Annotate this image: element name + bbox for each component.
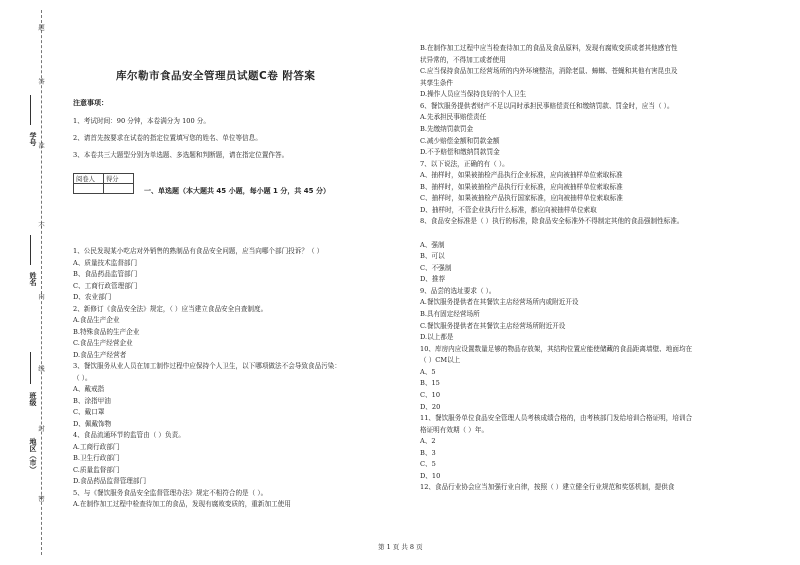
question-line: B、食品药品监管部门 (73, 270, 138, 279)
grader-blank[interactable] (74, 184, 104, 194)
question-line: C、不强制 (420, 263, 452, 272)
question-line: A.工商行政部门 (73, 442, 120, 451)
question-line: 7、以下说法，正确的有（ ）。 (420, 159, 509, 168)
question-line: B、15 (420, 379, 440, 388)
question-line: 3、餐饮服务从业人员在加工制作过程中应保持个人卫生，以下哪项做法不会导致食品污染： (73, 362, 341, 371)
binding-dashed-line (41, 10, 42, 555)
margin-word: 线 (37, 365, 45, 372)
question-line: C.减少赔偿金额和罚款金额 (420, 136, 500, 145)
question-line: 8、食品安全标准是（ ）执行的标准，除食品安全标准外不得制定其他的食品强制性标准。 (420, 217, 684, 226)
question-line: C.食品生产经营企业 (73, 339, 133, 348)
margin-word: 答 (37, 78, 45, 85)
question-line: D.食品生产经营者 (73, 350, 127, 359)
question-line: C、戴口罩 (73, 408, 105, 417)
margin-word: 密 (37, 495, 45, 502)
question-line: D.以上都是 (420, 333, 454, 342)
name-label: 姓名 (29, 272, 37, 286)
class-underline (30, 352, 31, 384)
question-line: 1、公民发现某小吃店对外销售的熟制品有食品安全问题，应当向哪个部门投诉？（ ） (73, 247, 324, 255)
page-footer: 第 1 页 共 8 页 (378, 543, 423, 551)
question-line: A、5 (420, 367, 436, 376)
question-line: B.卫生行政部门 (73, 454, 120, 463)
question-line: D、农业部门 (73, 293, 112, 302)
question-line: C、抽样时，如果被抽检产品执行国家标准，应向被抽样单位索取标准 (420, 194, 623, 203)
question-line: B.具有固定经营场所 (420, 309, 480, 318)
margin-word: 题 (37, 24, 45, 31)
question-line: 11、餐饮服务单位食品安全管理人员考核成绩合格的，由考核部门发给培训合格证明，培训合 (420, 414, 693, 423)
question-line: 其孳生条件 (420, 78, 453, 87)
question-line: A.先承担民事赔偿责任 (420, 113, 487, 122)
question-line: C.餐饮服务提供者在其餐饮主店经营场所附近开设 (420, 321, 566, 330)
question-line: A、抽样时，如果被抽检产品执行企业标准，应向被抽样单位索取标准 (420, 171, 623, 180)
note-item: 1、考试时间：90 分钟，本卷满分为 100 分。 (73, 117, 210, 125)
exam-title: 库尔勒市食品安全管理员试题C卷 附答案 (116, 70, 316, 82)
question-line: 4、食品流通环节的监管由（ ）负责。 (73, 431, 185, 440)
question-line: A、2 (420, 437, 436, 446)
question-line: A.食品生产企业 (73, 316, 120, 325)
question-line: （ ）CM以上 (420, 356, 461, 365)
question-line: D.不予赔偿和缴纳罚款罚金 (420, 148, 500, 157)
question-line: 格证明有效期（ ）年。 (420, 425, 489, 434)
student-id-underline (30, 95, 31, 125)
question-line: 状异常的，不得加工或者使用 (420, 55, 506, 64)
margin-word: 内 (37, 293, 45, 300)
region-label: 地区（市） (29, 438, 37, 473)
question-line: C.应当保持食品加工经营场所的内外环境整洁，消除老鼠、蟑螂、苍蝇和其他有害昆虫及 (420, 67, 678, 76)
question-line: B.先缴纳罚款罚金 (420, 124, 474, 133)
question-line: 10、库房内应设置数量足够的物品存放架，其结构位置应能使储藏的食品距离墙壁、地面均在 (420, 344, 693, 353)
section-heading: 一、单选题（本大题共 45 小题，每小题 1 分，共 45 分） (144, 187, 330, 195)
score-cell: 得分 (104, 174, 134, 184)
question-line: 9、品尝的选址要求（ ）。 (420, 286, 496, 295)
question-line: A、强制 (420, 240, 445, 249)
question-line: A、戴戒指 (73, 385, 105, 394)
grader-cell: 阅卷人 (74, 174, 104, 184)
question-line: A.在制作加工过程中检查待加工的食品，发现有腐败变质的，重新加工使用 (73, 500, 291, 509)
question-line: C、10 (420, 390, 441, 399)
name-underline (30, 235, 31, 265)
question-line: A、质量技术监督部门 (73, 258, 138, 267)
question-line: B、3 (420, 448, 436, 457)
question-line: B、抽样时，如果被抽检产品执行行业标准，应向被抽样单位索取标准 (420, 182, 623, 191)
question-line: B、可以 (420, 252, 445, 261)
question-line: B.特殊食品的生产企业 (73, 327, 140, 336)
question-line: 5、与《餐饮服务食品安全监督管理办法》规定不相符合的是（ ）。 (73, 488, 268, 497)
margin-word: 封 (37, 425, 45, 432)
score-blank[interactable] (104, 184, 134, 194)
class-label: 班级 (29, 392, 37, 406)
score-table (73, 173, 134, 194)
margin-word: 不 (37, 222, 45, 229)
question-line: 6、餐饮服务提供者财产不足以同时承担民事赔偿责任和缴纳罚款、罚金时，应当（ ）。 (420, 101, 674, 110)
question-line: B、涂指甲油 (73, 396, 111, 405)
question-line: B.在制作加工过程中应当检查待加工的食品及食品原料，发现有腐败变质或者其他感官性 (420, 44, 678, 52)
question-line: 2、新修订《食品安全法》规定，（ ）应当建立食品安全自查制度。 (73, 304, 268, 313)
question-line: D.操作人员应当保持良好的个人卫生 (420, 90, 527, 99)
note-item: 2、请首先按要求在试卷的指定位置填写您的姓名、单位等信息。 (73, 134, 262, 142)
notes-heading: 注意事项： (73, 99, 108, 107)
question-line: D、推荐 (420, 275, 446, 284)
question-line: D、抽样时，不管企业执行什么标准，都应向被抽样单位索取 (420, 205, 597, 214)
question-line: A.餐饮服务提供者在其餐饮主店经营场所内或附近开设 (420, 298, 579, 307)
question-line: D、20 (420, 402, 441, 411)
margin-word: 准 (37, 142, 45, 149)
question-line: 12、食品行业协会应当加强行业自律，按照（ ）建立健全行业规范和奖惩机制，提供食 (420, 483, 675, 492)
question-line: D、佩戴饰物 (73, 419, 112, 428)
student-id-label: 学号 (29, 132, 37, 146)
question-line: D.食品药品监督管理部门 (73, 477, 147, 486)
note-item: 3、本卷共三大题型分别为单选题、多选题和判断题，请在指定位置作答。 (73, 151, 289, 159)
question-line: （ ）。 (73, 373, 92, 382)
question-line: C.质量监督部门 (73, 465, 120, 474)
question-line: C、工商行政管理部门 (73, 281, 138, 290)
question-line: C、5 (420, 460, 436, 469)
question-line: D、10 (420, 471, 441, 480)
